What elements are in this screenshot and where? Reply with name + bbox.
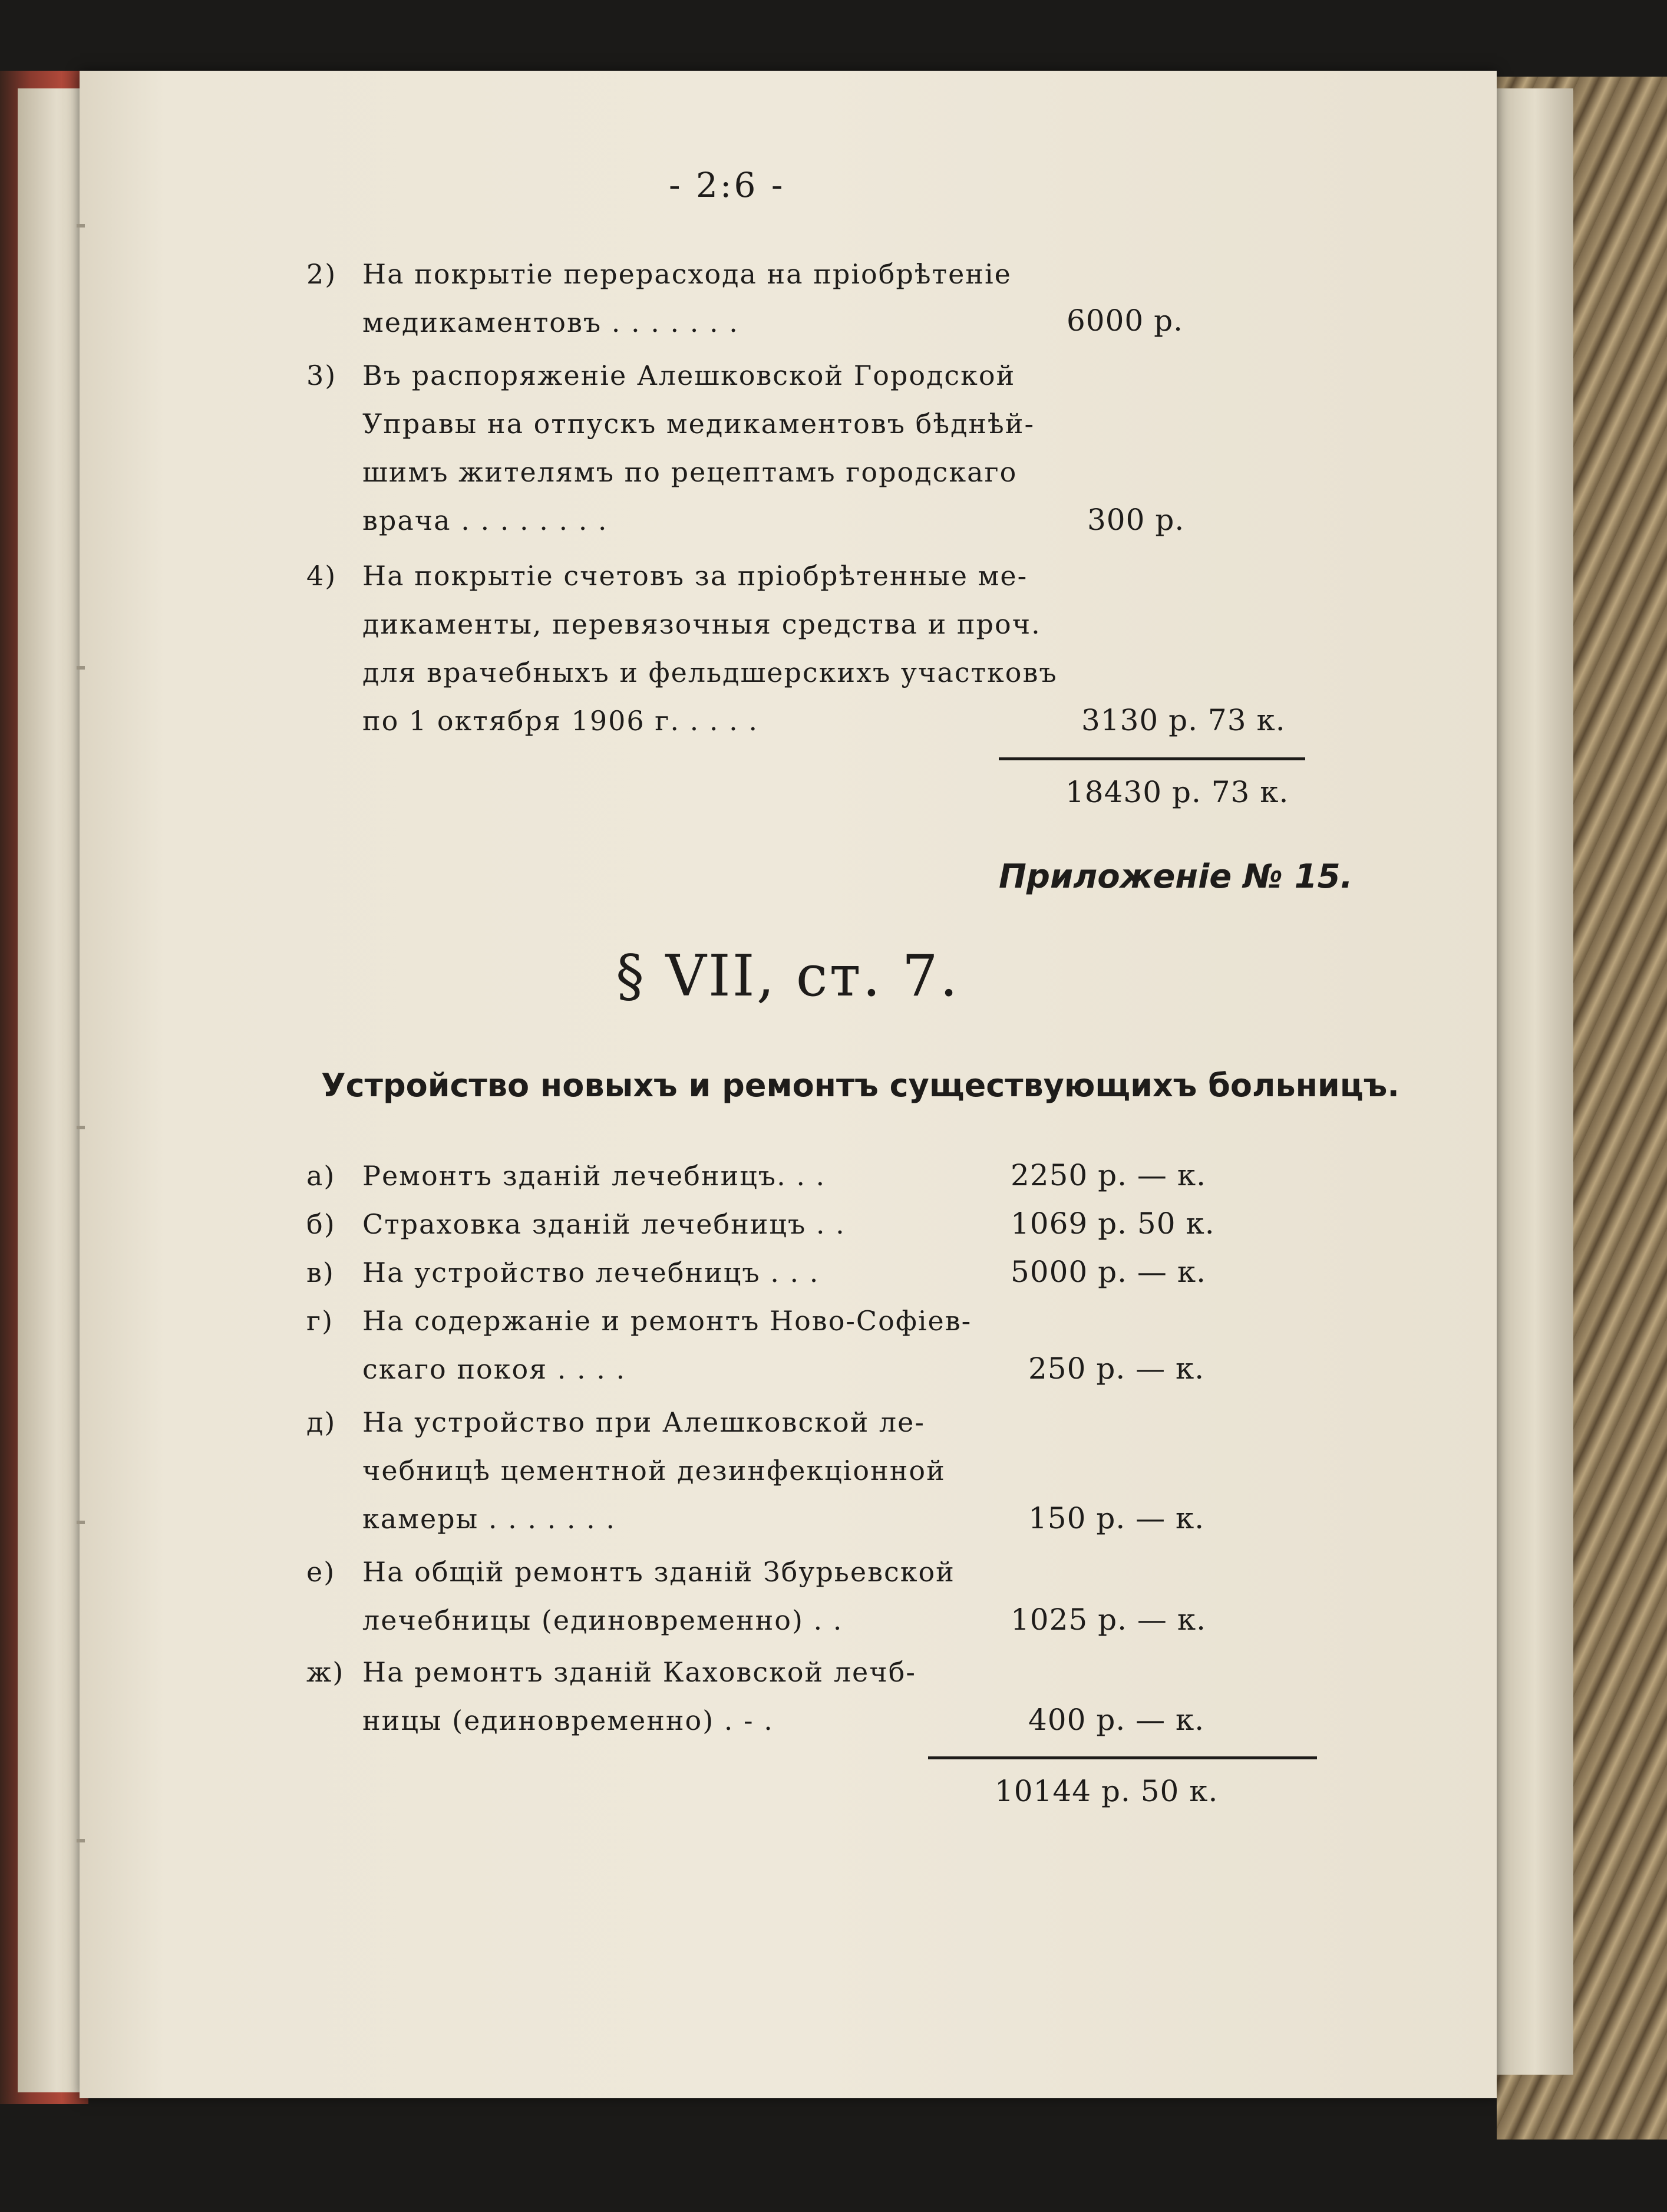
item-e-line-2: лечебницы (единовременно) . . bbox=[362, 1604, 843, 1636]
item-d-marker: д) bbox=[306, 1406, 336, 1438]
item-2-line-1: На покрытіе перерасхода на пріобрѣтеніе bbox=[362, 258, 1012, 290]
item-2-line-2: медикаментовъ . . . . . . . bbox=[362, 306, 739, 338]
item-g-line-2: скаго покоя . . . . bbox=[362, 1353, 626, 1385]
item-d-line-3: камеры . . . . . . . bbox=[362, 1503, 616, 1535]
item-b-marker: б) bbox=[306, 1208, 336, 1240]
items-total: 10144 р. 50 к. bbox=[995, 1774, 1219, 1808]
section-title: § VII, ст. 7. bbox=[616, 943, 960, 1009]
item-3-line-4: врача . . . . . . . . bbox=[362, 505, 608, 536]
item-g-marker: г) bbox=[306, 1305, 334, 1337]
item-v-line-1: На устройство лечебницъ . . . bbox=[362, 1257, 820, 1288]
item-3-line-2: Управы на отпускъ медикаментовъ бѣднѣй- bbox=[362, 408, 1035, 440]
item-4-line-3: для врачебныхъ и фельдшерскихъ участковъ bbox=[362, 657, 1058, 688]
binding-stitch bbox=[77, 666, 85, 670]
items-total-rule bbox=[928, 1756, 1317, 1759]
item-3-marker: 3) bbox=[306, 360, 337, 391]
item-zh-line-2: ницы (единовременно) . - . bbox=[362, 1705, 774, 1736]
item-g-amount: 250 р. — к. bbox=[1028, 1351, 1205, 1386]
document-page bbox=[80, 71, 1497, 2098]
binding-stitch bbox=[77, 224, 85, 228]
appendix-label: Приложеніе № 15. bbox=[999, 858, 1353, 896]
item-g-line-1: На содержаніе и ремонтъ Ново-Софіев- bbox=[362, 1305, 972, 1337]
item-b-amount: 1069 р. 50 к. bbox=[1011, 1206, 1215, 1241]
item-d-amount: 150 р. — к. bbox=[1028, 1501, 1205, 1535]
page-stack-edge bbox=[1497, 88, 1573, 2075]
item-4-marker: 4) bbox=[306, 560, 337, 592]
item-a-line-1: Ремонтъ зданій лечебницъ. . . bbox=[362, 1160, 826, 1192]
item-e-marker: е) bbox=[306, 1556, 336, 1588]
item-zh-amount: 400 р. — к. bbox=[1028, 1703, 1205, 1737]
binding-stitch bbox=[77, 1839, 85, 1842]
total-rule bbox=[999, 757, 1305, 760]
item-a-amount: 2250 р. — к. bbox=[1011, 1158, 1206, 1192]
part1-total: 18430 р. 73 к. bbox=[1065, 775, 1289, 809]
item-zh-line-1: На ремонтъ зданій Каховской лечб- bbox=[362, 1656, 916, 1688]
page-number: - 2:6 - bbox=[669, 165, 785, 205]
item-4-line-2: дикаменты, перевязочныя средства и проч. bbox=[362, 608, 1041, 640]
binding-stitch bbox=[77, 1521, 85, 1524]
item-e-line-1: На общій ремонтъ зданій Збурьевской bbox=[362, 1556, 955, 1588]
item-4-line-1: На покрытіе счетовъ за пріобрѣтенные ме- bbox=[362, 560, 1028, 592]
item-d-line-1: На устройство при Алешковской ле- bbox=[362, 1406, 925, 1438]
item-zh-marker: ж) bbox=[306, 1656, 345, 1688]
item-d-line-2: чебницѣ цементной дезинфекціонной bbox=[362, 1455, 946, 1486]
facing-page-edge bbox=[18, 88, 82, 2092]
item-3-line-1: Въ распоряженіе Алешковской Городской bbox=[362, 360, 1016, 391]
item-v-marker: в) bbox=[306, 1257, 335, 1288]
item-a-marker: а) bbox=[306, 1160, 336, 1192]
item-3-line-3: шимъ жителямъ по рецептамъ городскаго bbox=[362, 456, 1018, 488]
item-2-amount: 6000 р. bbox=[1067, 304, 1184, 338]
item-b-line-1: Страховка зданій лечебницъ . . bbox=[362, 1208, 846, 1240]
item-v-amount: 5000 р. — к. bbox=[1011, 1255, 1206, 1289]
section-heading: Устройство новыхъ и ремонтъ существующихъ больницъ. bbox=[321, 1067, 1399, 1104]
item-4-line-4: по 1 октября 1906 г. . . . . bbox=[362, 705, 758, 737]
item-2-marker: 2) bbox=[306, 258, 337, 290]
binding-stitch bbox=[77, 1126, 85, 1129]
item-3-amount: 300 р. bbox=[1087, 503, 1185, 537]
item-e-amount: 1025 р. — к. bbox=[1011, 1603, 1206, 1637]
item-4-amount: 3130 р. 73 к. bbox=[1081, 703, 1286, 737]
